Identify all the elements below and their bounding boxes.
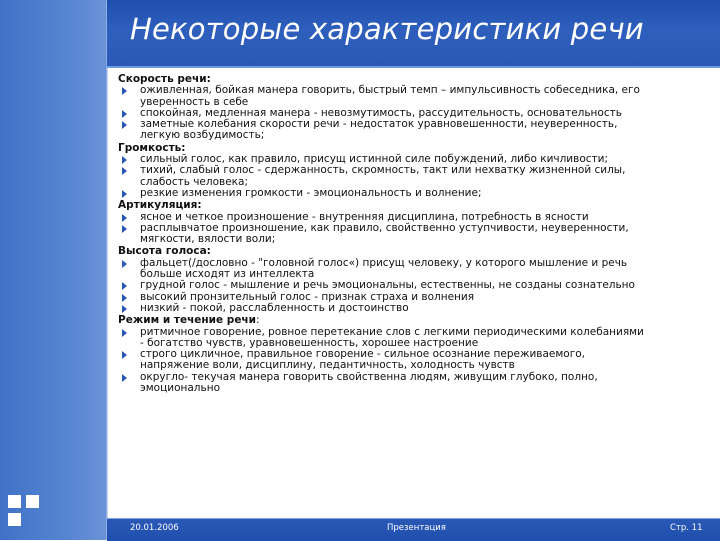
bullet-line: слабость человека;	[140, 175, 248, 188]
bullet-item	[118, 223, 714, 246]
bullet-item	[118, 303, 714, 314]
bullet-line: ритмичное говорение, ровное перетекание слов с легкими периодическими колебаниями	[140, 325, 644, 338]
bullet-line: напряжение воли, дисциплину, педантичность, холодность чувств	[140, 359, 515, 372]
bullet-line: оживленная, бойкая манера говорить, быстрый темп – импульсивность собеседника, его	[140, 84, 640, 97]
slide-content	[118, 73, 714, 394]
bullet-line: заметные колебания скорости речи - недостаток уравновешенности, неуверенность,	[140, 118, 618, 131]
section-heading-suffix: :	[256, 314, 260, 327]
bullet-line: больше исходят из интеллекта	[140, 268, 315, 281]
section-heading-text: Громкость:	[118, 141, 186, 154]
bullet-line: сильный голос, как правило, присущ истинной силе побуждений, либо кичливости;	[140, 153, 608, 166]
logo-square	[8, 513, 21, 526]
bullet-line: спокойная, медленная манера - невозмутимость, рассудительность, основательность	[140, 106, 622, 119]
bullet-item	[118, 258, 714, 281]
triangle-bullet-icon	[122, 167, 127, 175]
bullet-item	[118, 85, 714, 108]
bullet-line: легкую возбудимость;	[140, 129, 265, 142]
bullet-line: резкие изменения громкости - эмоциональность и волнение;	[140, 186, 482, 199]
bullet-line: уверенность в себе	[140, 95, 249, 108]
triangle-bullet-icon	[122, 110, 127, 118]
bullet-item	[118, 280, 714, 291]
triangle-bullet-icon	[122, 190, 127, 198]
triangle-bullet-icon	[122, 87, 127, 95]
bullet-line: строго цикличное, правильное говорение - сильное осознание переживаемого,	[140, 348, 585, 361]
bullet-line: округло- текучая манера говорить свойственна людям, живущим глубоко, полно,	[140, 370, 598, 383]
triangle-bullet-icon	[122, 329, 127, 337]
triangle-bullet-icon	[122, 225, 127, 233]
slide-title: Некоторые характеристики речи	[130, 12, 644, 46]
bullet-line: мягкости, вялости воли;	[140, 233, 276, 246]
footer-date: 20.01.2006	[130, 523, 179, 533]
triangle-bullet-icon	[122, 305, 127, 313]
footer-page-number: Стр. 11	[670, 523, 703, 533]
section-heading-text: Артикуляция:	[118, 199, 202, 212]
section-heading-text: Скорость речи:	[118, 73, 211, 85]
logo-square	[8, 495, 21, 508]
bullet-line: низкий - покой, расслабленность и достоинство	[140, 301, 409, 314]
bullet-line: тихий, слабый голос - сдержанность, скромность, такт или нехватку жизненной силы,	[140, 164, 626, 177]
bullet-item	[118, 188, 714, 199]
triangle-bullet-icon	[122, 156, 127, 164]
bullet-line: эмоционально	[140, 382, 220, 395]
triangle-bullet-icon	[122, 294, 127, 302]
section-heading-text: Режим и течение речи	[118, 314, 257, 327]
left-decor-band	[0, 0, 107, 540]
section-heading-text: Высота голоса:	[118, 245, 211, 258]
triangle-bullet-icon	[122, 374, 127, 382]
triangle-bullet-icon	[122, 260, 127, 268]
bullet-line: - богатство чувств, уравновешенность, хорошее настроение	[140, 336, 479, 349]
bullet-line: фальцет(/дословно - "головной голос«) присущ человеку, у которого мышление и речь	[140, 256, 628, 269]
bullet-line: расплывчатое произношение, как правило, свойственно уступчивости, неуверенности,	[140, 221, 629, 234]
triangle-bullet-icon	[122, 282, 127, 290]
bullet-line: высокий пронзительный голос - признак страха и волнения	[140, 290, 475, 303]
logo-square	[26, 495, 39, 508]
section-heading	[118, 200, 714, 211]
squares-logo	[8, 495, 44, 531]
bullet-line: ясное и четкое произношение - внутренняя дисциплина, потребность в ясности	[140, 210, 589, 223]
section-heading	[118, 315, 714, 326]
bullet-item	[118, 327, 714, 350]
triangle-bullet-icon	[122, 351, 127, 359]
triangle-bullet-icon	[122, 121, 127, 129]
footer-center-label: Презентация	[387, 523, 446, 533]
bullet-item	[118, 119, 714, 142]
triangle-bullet-icon	[122, 214, 127, 222]
bullet-line: грудной голос - мышление и речь эмоциональны, естественны, не созданы сознательно	[140, 279, 635, 292]
bullet-item	[118, 372, 714, 395]
bullet-item	[118, 349, 714, 372]
bullet-item	[118, 165, 714, 188]
